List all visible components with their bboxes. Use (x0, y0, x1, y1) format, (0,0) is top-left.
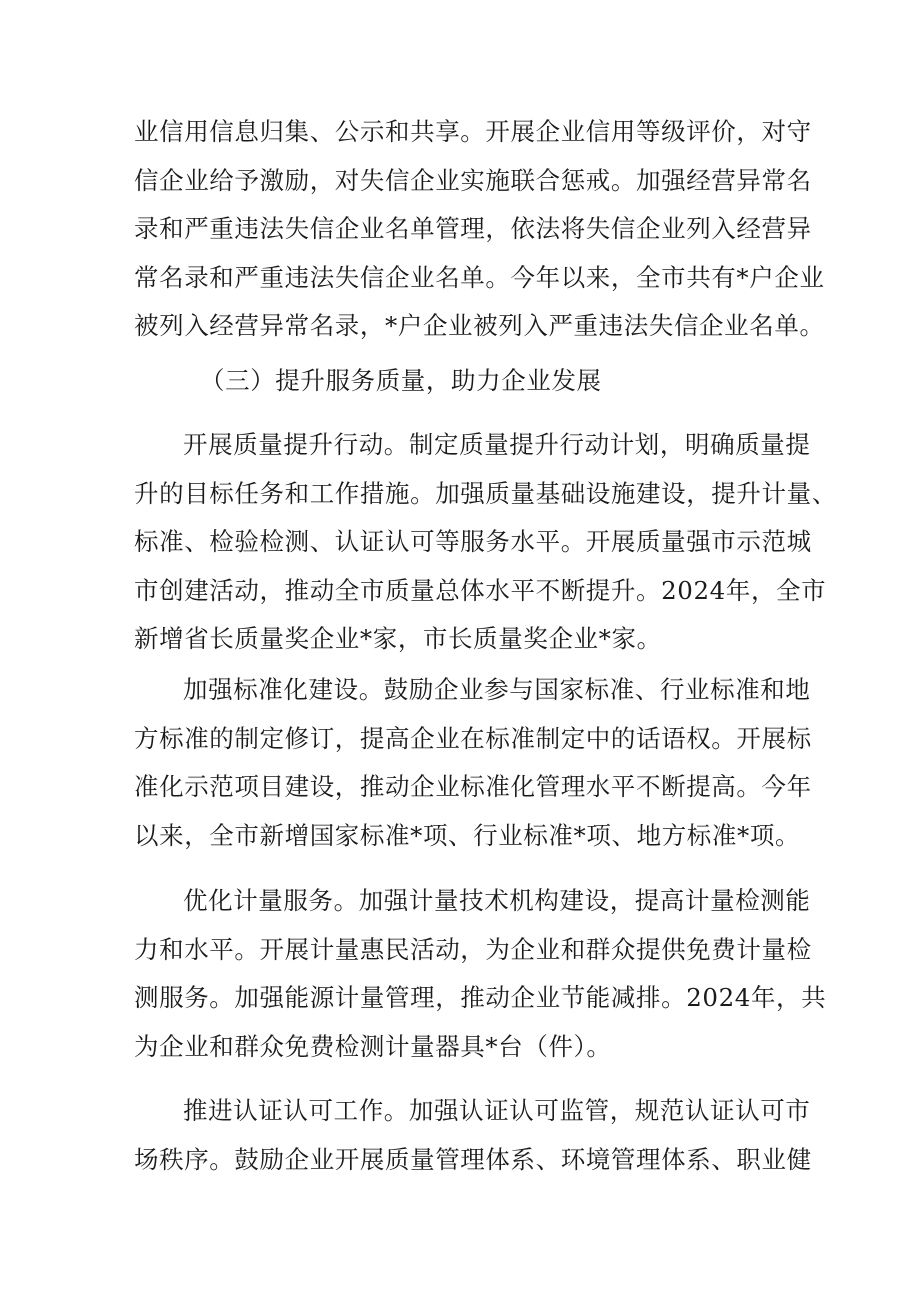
paragraph-line: 优化计量服务。加强计量技术机构建设，提高计量检测能 (183, 886, 811, 915)
paragraph-line: 测服务。加强能源计量管理，推动企业节能减排。2024年，共 (134, 983, 827, 1013)
paragraph-certification (134, 1087, 812, 1184)
paragraph-line: 信企业给予激励，对失信企业实施联合惩戒。加强经营异常名 (134, 165, 812, 195)
paragraph-line: 方标准的制定修订，提高企业在标准制定中的话语权。开展标 (134, 723, 812, 753)
paragraph-line: 场秩序。鼓励企业开展质量管理体系、环境管理体系、职业健 (134, 1144, 812, 1174)
paragraph-line: 开展质量提升行动。制定质量提升行动计划，明确质量提 (183, 430, 811, 459)
paragraph-line: 准化示范项目建设，推动企业标准化管理水平不断提高。今年 (134, 772, 812, 802)
paragraph-line: 常名录和严重违法失信企业名单。今年以来，全市共有*户企业 (134, 262, 825, 292)
paragraph-line: 市创建活动，推动全市质量总体水平不断提升。2024年，全市 (134, 575, 827, 605)
paragraph-line: 为企业和群众免费检测计量器具*台（件）。 (134, 1031, 612, 1061)
paragraph-line: 推进认证认可工作。加强认证认可监管，规范认证认可市 (183, 1096, 811, 1125)
paragraph-line: 录和严重违法失信企业名单管理，依法将失信企业列入经营异 (134, 214, 812, 244)
paragraph-quality-improvement (134, 421, 837, 664)
paragraph-line: 被列入经营异常名录，*户企业被列入严重违法失信企业名单。 (134, 311, 825, 341)
paragraph-standardization (134, 666, 812, 860)
paragraph-line: 力和水平。开展计量惠民活动，为企业和群众提供免费计量检 (134, 934, 812, 964)
paragraph-line: 升的目标任务和工作措施。加强质量基础设施建设，提升计量、 (134, 478, 837, 508)
section-heading-text: （三）提升服务质量，助力企业发展 (200, 366, 602, 395)
section-heading-3 (134, 357, 794, 406)
paragraph-line: 以来，全市新增国家标准*项、行业标准*项、地方标准*项。 (134, 820, 801, 850)
paragraph-line: 业信用信息归集、公示和共享。开展企业信用等级评价，对守 (134, 117, 812, 146)
paragraph-line: 标准、检验检测、认证认可等服务水平。开展质量强市示范城 (134, 527, 812, 557)
paragraph-line: 新增省长质量奖企业*家，市长质量奖企业*家。 (134, 624, 662, 654)
paragraph-line: 加强标准化建设。鼓励企业参与国家标准、行业标准和地 (183, 675, 811, 704)
paragraph-credit-management (134, 108, 825, 351)
paragraph-metrology-service (134, 877, 827, 1071)
